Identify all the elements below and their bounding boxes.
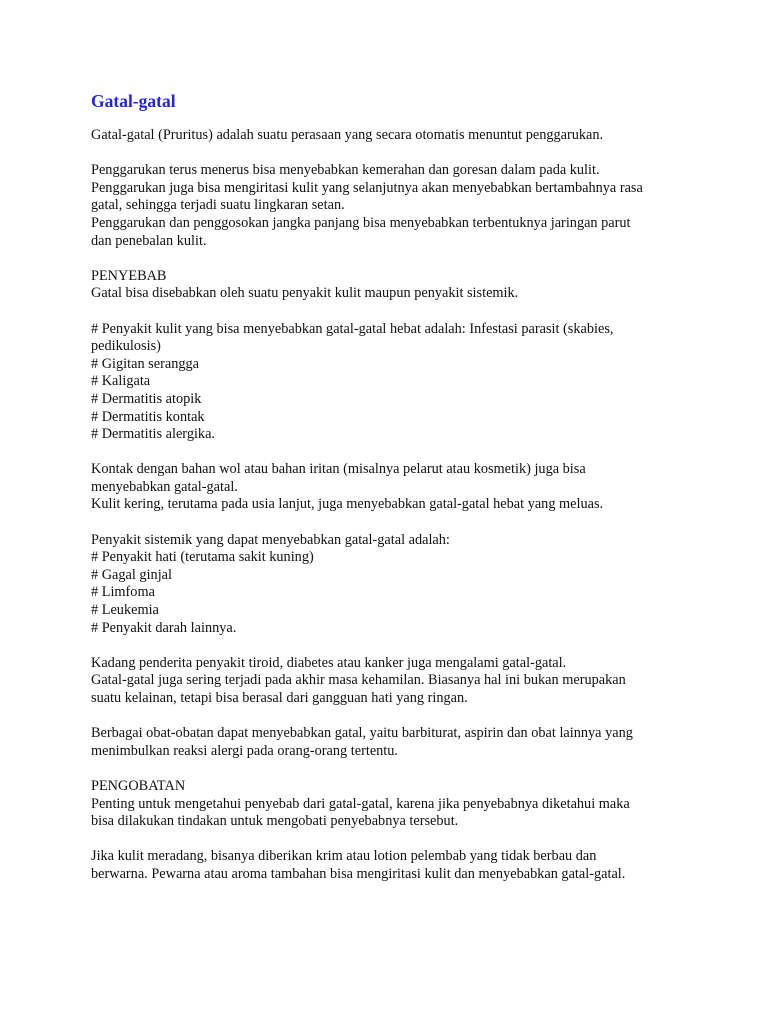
text-line: # Gigitan serangga (91, 355, 199, 372)
text-line: menimbulkan reaksi alergi pada orang-orang tertentu. (91, 742, 399, 759)
text-line: # Leukemia (91, 602, 159, 619)
text-line: Kadang penderita penyakit tiroid, diabetes atau kanker juga mengalami gatal-gatal. (91, 654, 567, 671)
document-page (91, 90, 691, 901)
text-line: Penyakit sistemik yang dapat menyebabkan gatal-gatal adalah: (91, 531, 450, 548)
text-line: dan penebalan kulit. (91, 232, 207, 249)
text-line: # Penyakit darah lainnya. (91, 619, 237, 636)
text-line: bisa dilakukan tindakan untuk mengobati penyebabnya tersebut. (91, 813, 459, 830)
text-line: menyebabkan gatal-gatal. (91, 478, 238, 495)
text-line: # Dermatitis alergika. (91, 426, 216, 443)
paragraph (91, 461, 691, 514)
document-title: Gatal-gatal (91, 91, 176, 111)
paragraph (91, 655, 691, 708)
text-line: # Penyakit hati (terutama sakit kuning) (91, 549, 314, 566)
document-body (91, 127, 691, 884)
paragraph (91, 778, 691, 831)
text-line: Kulit kering, terutama pada usia lanjut, juga menyebabkan gatal-gatal hebat yang meluas. (91, 496, 604, 513)
text-line: Kontak dengan bahan wol atau bahan iritan (misalnya pelarut atau kosmetik) juga bisa (91, 461, 586, 478)
text-line: pedikulosis) (91, 338, 161, 355)
text-line: # Limfoma (91, 584, 155, 601)
paragraph (91, 268, 691, 303)
text-line: gatal, sehingga terjadi suatu lingkaran setan. (91, 197, 345, 214)
text-line: Gatal-gatal juga sering terjadi pada akhir masa kehamilan. Biasanya hal ini bukan merupakan (91, 672, 626, 689)
paragraph (91, 127, 691, 145)
text-line: PENYEBAB (91, 267, 167, 284)
text-line: Penggarukan dan penggosokan jangka panjang bisa menyebabkan terbentuknya jaringan parut (91, 214, 631, 231)
text-line: PENGOBATAN (91, 777, 186, 794)
text-line: # Dermatitis atopik (91, 390, 202, 407)
text-line: # Penyakit kulit yang bisa menyebabkan gatal-gatal hebat adalah: Infestasi parasit (skabies, (91, 320, 614, 337)
text-line: # Kaligata (91, 373, 151, 390)
text-line: # Dermatitis kontak (91, 408, 205, 425)
text-line: Gatal-gatal (Pruritus) adalah suatu perasaan yang secara otomatis menuntut penggarukan. (91, 127, 604, 143)
text-line: Gatal bisa disebabkan oleh suatu penyakit kulit maupun penyakit sistemik. (91, 285, 519, 302)
paragraph (91, 162, 691, 250)
text-line: Penggarukan juga bisa mengiritasi kulit yang selanjutnya akan menyebabkan bertambahnya rasa (91, 179, 643, 196)
text-line: Penggarukan terus menerus bisa menyebabkan kemerahan dan goresan dalam pada kulit. (91, 162, 600, 179)
text-line: Berbagai obat-obatan dapat menyebabkan gatal, yaitu barbiturat, aspirin dan obat lainnya yang (91, 725, 633, 742)
paragraph (91, 848, 691, 883)
text-line: Penting untuk mengetahui penyebab dari gatal-gatal, karena jika penyebabnya diketahui maka (91, 795, 630, 812)
text-line: berwarna. Pewarna atau aroma tambahan bisa mengiritasi kulit dan menyebabkan gatal-gatal. (91, 865, 626, 882)
paragraph (91, 725, 691, 760)
paragraph (91, 532, 691, 638)
text-line: suatu kelainan, tetapi bisa berasal dari gangguan hati yang ringan. (91, 690, 468, 706)
paragraph (91, 321, 691, 444)
text-line: Jika kulit meradang, bisanya diberikan krim atau lotion pelembab yang tidak berbau dan (91, 848, 597, 865)
text-line: # Gagal ginjal (91, 566, 172, 583)
